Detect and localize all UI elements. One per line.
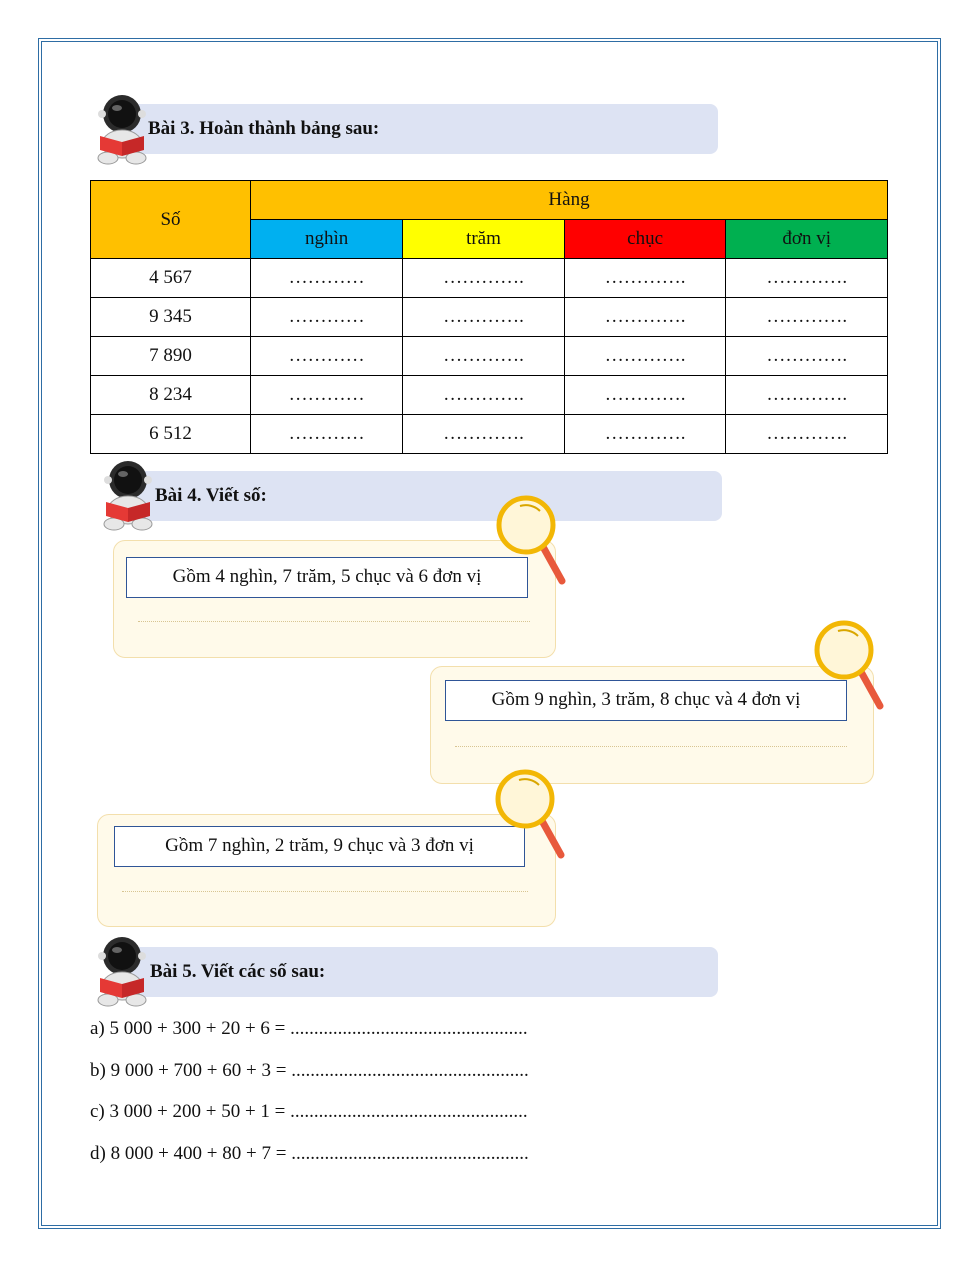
astronaut-reading-icon [92, 934, 152, 1010]
blank-cell[interactable]: …………. [564, 415, 726, 454]
blank-cell[interactable]: …………. [726, 259, 888, 298]
blank-cell[interactable]: ………… [251, 376, 403, 415]
blank-cell[interactable]: ………… [251, 415, 403, 454]
astronaut-reading-icon [98, 458, 158, 534]
answer-line[interactable] [138, 621, 530, 622]
blank-cell[interactable]: …………. [726, 298, 888, 337]
table-row [91, 376, 888, 415]
row-number: 7 890 [91, 337, 251, 376]
expression-a: a) 5 000 + 300 + 20 + 6 = .................................................. [90, 1018, 528, 1039]
astronaut-reading-icon [92, 92, 152, 168]
place-value-table [90, 180, 888, 454]
blank-cell[interactable]: ………… [251, 259, 403, 298]
header-nghin: nghìn [251, 220, 403, 259]
blank-cell[interactable]: …………. [564, 298, 726, 337]
blank-cell[interactable]: …………. [403, 259, 565, 298]
expression-c: c) 3 000 + 200 + 50 + 1 = .................................................. [90, 1101, 528, 1122]
row-number: 4 567 [91, 259, 251, 298]
ex4-card-2-label: Gồm 9 nghìn, 3 trăm, 8 chục và 4 đơn vị [445, 680, 847, 721]
row-number: 6 512 [91, 415, 251, 454]
blank-cell[interactable]: …………. [726, 337, 888, 376]
table-row [91, 259, 888, 298]
ex4-card-3-label: Gồm 7 nghìn, 2 trăm, 9 chục và 3 đơn vị [114, 826, 525, 867]
table-row [91, 337, 888, 376]
row-number: 8 234 [91, 376, 251, 415]
ex4-card-1-label: Gồm 4 nghìn, 7 trăm, 5 chục và 6 đơn vị [126, 557, 528, 598]
blank-cell[interactable]: …………. [403, 337, 565, 376]
expression-b: b) 9 000 + 700 + 60 + 3 = .................................................. [90, 1060, 529, 1081]
header-chuc: chục [564, 220, 726, 259]
blank-cell[interactable]: …………. [726, 376, 888, 415]
blank-cell[interactable]: …………. [726, 415, 888, 454]
answer-line[interactable] [455, 746, 847, 747]
header-tram: trăm [403, 220, 565, 259]
magnifier-icon [495, 769, 567, 859]
header-so: Số [91, 181, 251, 259]
blank-cell[interactable]: …………. [403, 376, 565, 415]
blank-cell[interactable]: ………… [251, 337, 403, 376]
header-hang: Hàng [251, 181, 888, 220]
blank-cell[interactable]: ………… [251, 298, 403, 337]
ex4-title: Bài 4. Viết số: [155, 485, 267, 506]
blank-cell[interactable]: …………. [564, 337, 726, 376]
blank-cell[interactable]: …………. [564, 376, 726, 415]
answer-line[interactable] [122, 891, 528, 892]
header-don-vi: đơn vị [726, 220, 888, 259]
blank-cell[interactable]: …………. [564, 259, 726, 298]
table-row [91, 298, 888, 337]
blank-cell[interactable]: …………. [403, 298, 565, 337]
blank-cell[interactable]: …………. [403, 415, 565, 454]
magnifier-icon [814, 620, 886, 710]
row-number: 9 345 [91, 298, 251, 337]
expression-d: d) 8 000 + 400 + 80 + 7 = .................................................. [90, 1143, 529, 1164]
ex3-title: Bài 3. Hoàn thành bảng sau: [148, 118, 380, 139]
table-row [91, 415, 888, 454]
magnifier-icon [496, 495, 568, 585]
ex5-title: Bài 5. Viết các số sau: [150, 961, 326, 982]
